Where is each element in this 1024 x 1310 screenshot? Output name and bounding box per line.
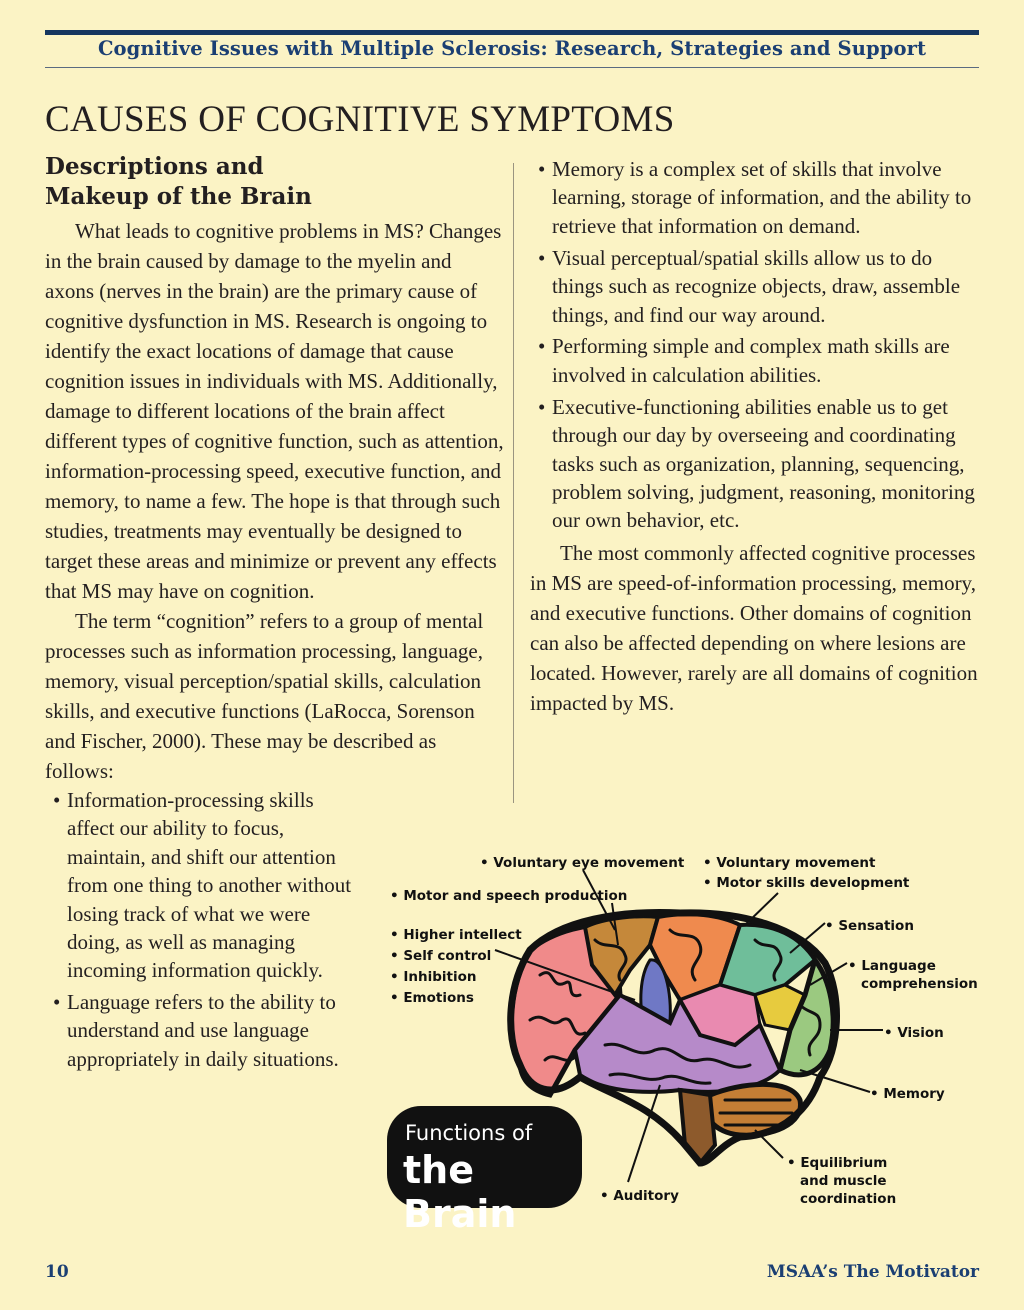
label-inhibition: • Inhibition bbox=[390, 969, 477, 985]
section-subheading: Descriptions and Makeup of the Brain bbox=[45, 153, 312, 210]
right-column bbox=[530, 155, 980, 718]
label-vision: • Vision bbox=[884, 1025, 944, 1041]
region-cerebellum bbox=[706, 1084, 800, 1135]
brain-title-badge bbox=[387, 1106, 582, 1236]
label-language-comprehension: comprehension bbox=[861, 976, 978, 992]
label-language: • Language bbox=[848, 958, 936, 974]
label-memory: • Memory bbox=[870, 1086, 945, 1102]
list-item-executive: • Executive-functioning abilities enable us to get through our day by overseeing and coordinating tasks such as organization, planning, sequencing, problem solving, judgment, reasoning, monitoring our own behavior, etc. bbox=[538, 393, 980, 535]
label-self-control: • Self control bbox=[390, 948, 492, 964]
label-sensation: • Sensation bbox=[825, 918, 914, 934]
label-motor-speech: • Motor and speech production bbox=[390, 888, 628, 904]
paragraph-affected-processes: The most commonly affected cognitive processes in MS are speed-of-information processing, memory, and executive functions. Other domains of cognition can also be affected depending on where lesions are located. However, rarely are all domains of cognition impacted by MS. bbox=[530, 541, 978, 716]
cognition-list-right bbox=[530, 155, 980, 535]
label-emotions: • Emotions bbox=[390, 990, 474, 1006]
page-number: 10 bbox=[45, 1262, 69, 1282]
label-muscle: and muscle bbox=[800, 1173, 887, 1189]
header-rule-bottom bbox=[45, 67, 979, 68]
page-title: CAUSES OF COGNITIVE SYMPTOMS bbox=[45, 99, 675, 140]
column-divider bbox=[513, 163, 514, 803]
list-item-language: • Language refers to the ability to understand and use language appropriately in daily situations. bbox=[53, 988, 353, 1073]
list-item-calculation: • Performing simple and complex math skills are involved in calculation abilities. bbox=[538, 332, 980, 389]
label-auditory: • Auditory bbox=[600, 1188, 679, 1204]
label-voluntary-movement: • Voluntary movement bbox=[703, 855, 876, 871]
header-rule-top bbox=[45, 30, 979, 35]
paragraph-cognition: The term “cognition” refers to a group of mental processes such as information processing, language, memory, visual perception/spatial skills, calculation skills, and executive functions (LaRocca, Sorenson and Fischer, 2000). These may be described as follows: bbox=[45, 609, 484, 783]
label-coordination: coordination bbox=[800, 1191, 897, 1207]
running-header: Cognitive Issues with Multiple Sclerosis: Research, Strategies and Support bbox=[97, 37, 927, 60]
list-item-memory: • Memory is a complex set of skills that involve learning, storage of information, and the ability to retrieve that information on demand. bbox=[538, 155, 980, 240]
label-voluntary-eye-movement: • Voluntary eye movement bbox=[480, 855, 685, 871]
badge-title: the Brain bbox=[403, 1148, 517, 1236]
badge-subtitle: Functions of bbox=[405, 1121, 533, 1145]
cognition-list-left bbox=[45, 786, 353, 1073]
paragraph-intro: What leads to cognitive problems in MS? Changes in the brain caused by damage to the myelin and axons (nerves in the brain) are the primary cause of cognitive dysfunction in MS. Research is ongoing to identify the exact locations of damage that cause cognition issues in individuals with MS. Additionally, damage to different locations of the brain affect different types of cognitive function, such as attention, information-processing speed, executive function, and memory, to name a few. The hope is that through such studies, treatments may eventually be designed to target these areas and minimize or prevent any effects that MS may have on cognition. bbox=[45, 219, 504, 603]
label-equilibrium: • Equilibrium bbox=[787, 1155, 888, 1171]
publication-name: MSAA’s The Motivator bbox=[766, 1262, 979, 1282]
label-motor-skills: • Motor skills development bbox=[703, 875, 910, 891]
list-item-information-processing: • Information-processing skills affect our ability to focus, maintain, and shift our attention from one thing to another without losing track of what we were doing, as well as managing incoming information quickly. bbox=[53, 786, 353, 985]
label-higher-intellect: • Higher intellect bbox=[390, 927, 522, 943]
region-brainstem bbox=[680, 1090, 715, 1163]
list-item-visual-spatial: • Visual perceptual/spatial skills allow us to do things such as recognize objects, draw, assemble things, and find our way around. bbox=[538, 244, 980, 329]
